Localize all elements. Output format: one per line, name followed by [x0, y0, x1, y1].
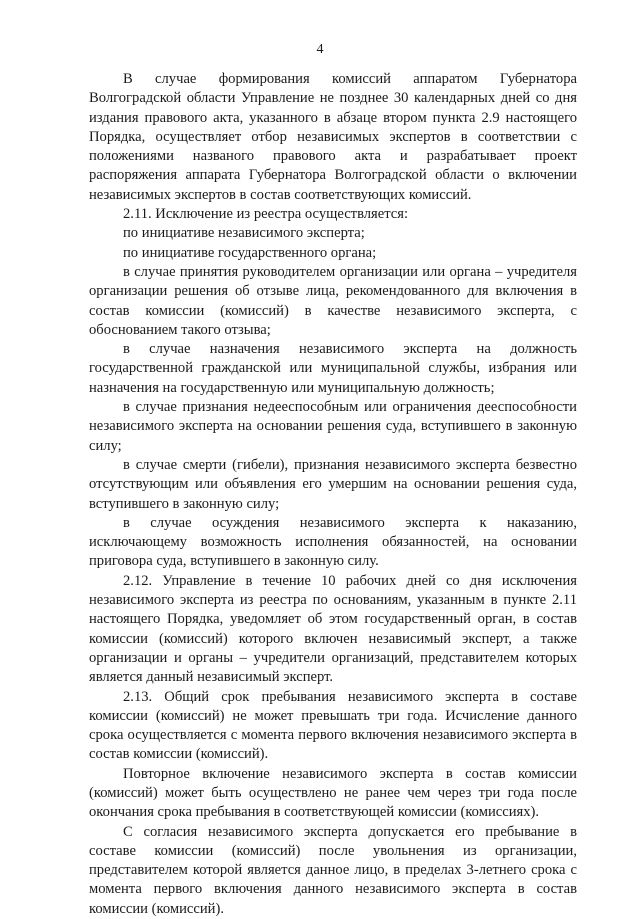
paragraph-after-dismissal: С согласия независимого эксперта допускается его пребывание в составе комиссии (комиссий) после увольнения из организации, представителем которой является данное лицо, в пределах 3-летнего срока с момента первого включения данного независимого эксперта в состав комиссии (комиссий). [89, 823, 577, 917]
paragraph-commission-formation: В случае формирования комиссий аппаратом Губернатора Волгоградской области Управление не позднее 30 календарных дней со дня издания правового акта, указанного в абзаце втором пункта 2.9 настоящего Порядка, осуществляет отбор независимых экспертов в соответствии с положениями названого правового акта и разрабатывает проект распоряжения аппарата Губернатора Волгоградской области о включении независимых экспертов в состав соответствующих комиссий. [89, 71, 577, 203]
paragraph-death: в случае смерти (гибели), признания независимого эксперта безвестно отсутствующим или объявления его умершим на основании решения суда, вступившего в законную силу; [89, 456, 577, 512]
paragraph-expert-initiative: по инициативе независимого эксперта; [123, 225, 365, 242]
paragraph-2-13: 2.13. Общий срок пребывания независимого эксперта в составе комиссии (комиссий) не может превышать три года. Исчисление данного срока осуществляется с момента первого включения независимого эксперта в состав комиссии (комиссий). [89, 688, 577, 763]
paragraph-incapacity: в случае признания недееспособным или ограничения дееспособности независимого эксперта на основании решения суда, вступившего в законную силу; [89, 399, 577, 454]
page-number: 4 [316, 42, 324, 57]
paragraph-reinclusion: Повторное включение независимого эксперта в состав комиссии (комиссий) может быть осуществлено не ранее чем через три года после окончания срока пребывания в соответствующей комиссии (комиссиях). [89, 765, 577, 821]
document-body [89, 70, 577, 919]
paragraph-recall: в случае принятия руководителем организации или органа – учредителя организации решения об отзыве лица, рекомендованного для включения в состав комиссии (комиссий) в качестве независимого эксперта, с обоснованием такого отзыва; [89, 263, 577, 338]
paragraph-conviction: в случае осуждения независимого эксперта к наказанию, исключающему возможность исполнения обязанностей, на основании приговора суда, вступившего в законную силу. [89, 514, 577, 570]
paragraph-2-12: 2.12. Управление в течение 10 рабочих дней со дня исключения независимого эксперта из реестра по основаниям, указанным в пункте 2.11 настоящего Порядка, уведомляет об этом государственный орган, в состав комиссии (комиссий) которого включен независимый эксперт, а также организации и органы – учредители организаций, представителем которых является данный независимый эксперт. [89, 572, 577, 686]
paragraph-appointment: в случае назначения независимого эксперта на должность государственной гражданской или муниципальной службы, избрания или назначения на государственную или муниципальную должность; [89, 341, 577, 396]
paragraph-agency-initiative: по инициативе государственного органа; [123, 244, 377, 261]
paragraph-2-11-heading: 2.11. Исключение из реестра осуществляется: [123, 206, 409, 223]
